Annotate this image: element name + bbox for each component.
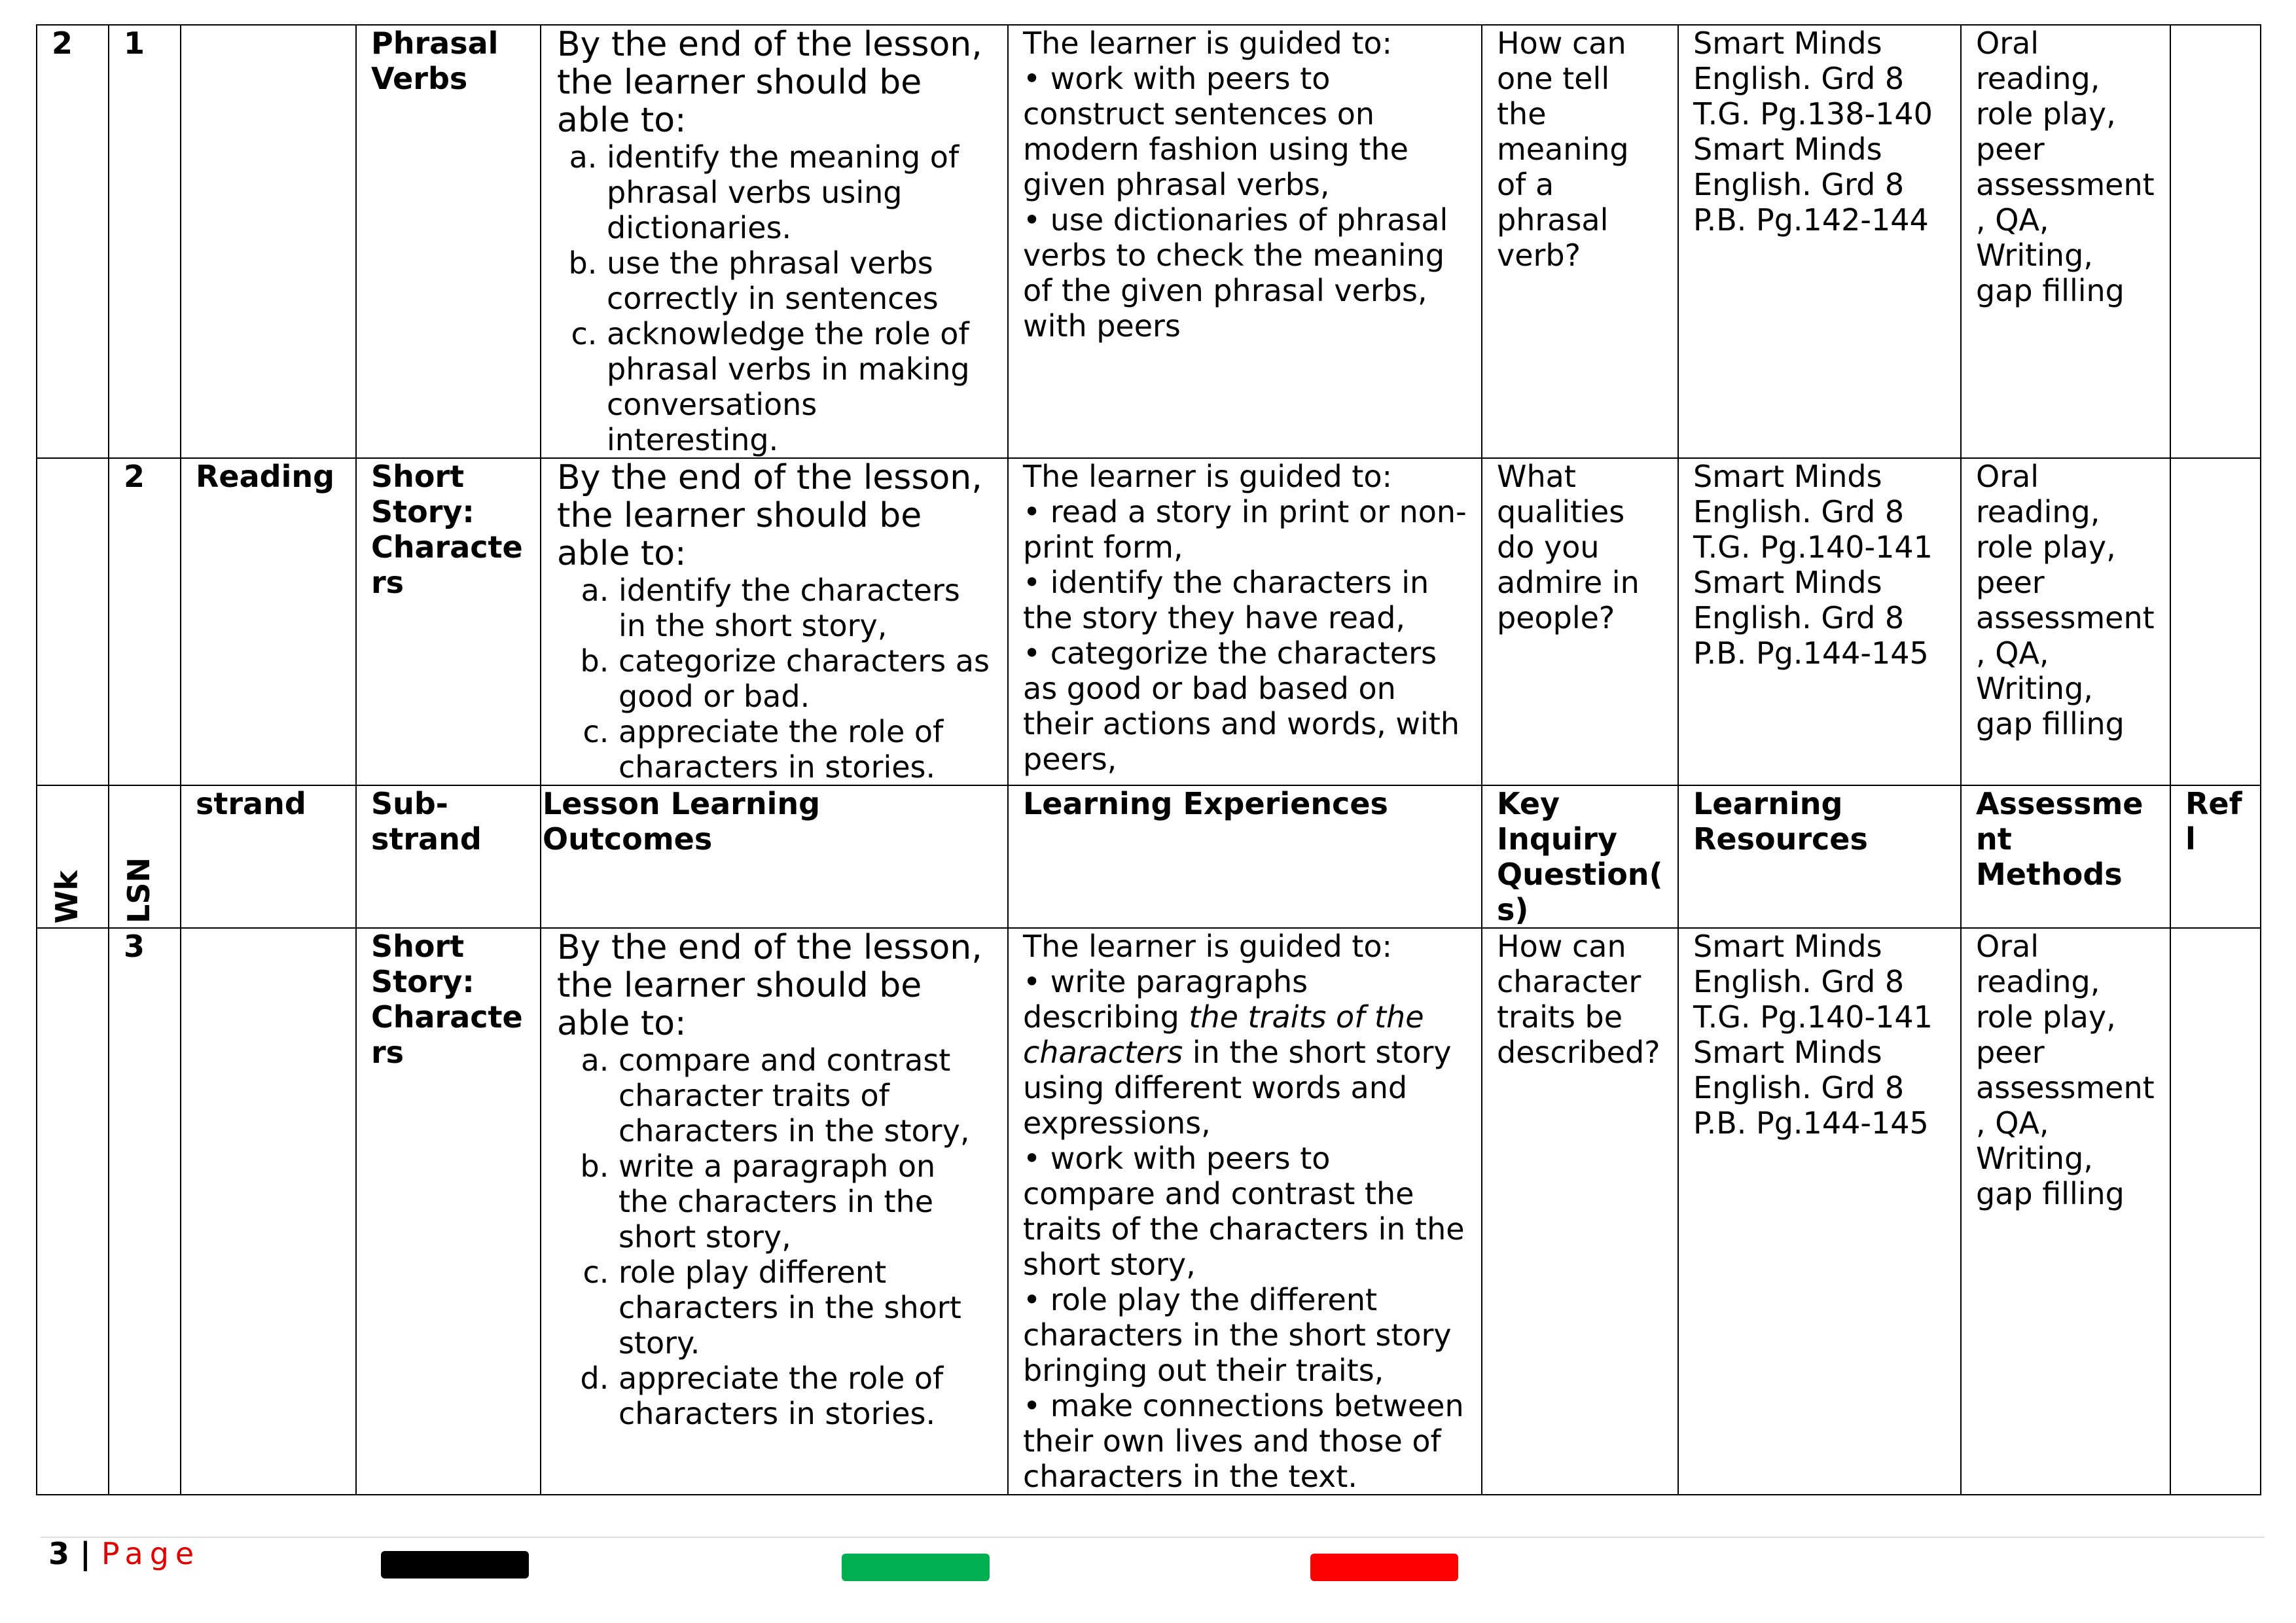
inquiry-question-cell: What qualities do you admire in people? <box>1482 458 1678 785</box>
table-header-row <box>37 785 2261 928</box>
list-item: • use dictionaries of phrasal verbs to check the meaning of the given phrasal verbs, with peers <box>1023 202 1467 344</box>
header-lesson-label: LSN <box>121 857 156 923</box>
lesson-cell: 2 <box>109 458 181 785</box>
list-item: • read a story in print or non-print form, <box>1023 494 1467 565</box>
experiences-cell <box>1008 928 1482 1495</box>
page-separator: | <box>69 1536 101 1571</box>
list-item-text: write paragraphs describing <box>1023 964 1308 1035</box>
list-item: a. compare and contrast character traits of characters in the story, <box>619 1043 992 1149</box>
assessment-cell: Oral reading, role play, peer assessment , QA, Writing, gap filling <box>1961 928 2170 1495</box>
header-reflection: Refl <box>2170 785 2261 928</box>
list-item: c. role play different characters in the short story. <box>619 1255 992 1361</box>
list-item: a. identify the characters in the short story, <box>619 573 992 643</box>
list-item: • role play the different characters in the short story bringing out their traits, <box>1023 1282 1467 1388</box>
list-item: • work with peers to compare and contrast the traits of the characters in the short story, <box>1023 1141 1467 1282</box>
reflection-cell <box>2170 25 2261 458</box>
table-row <box>37 25 2261 458</box>
outcomes-cell <box>541 458 1008 785</box>
list-item: a. identify the meaning of phrasal verbs using dictionaries. <box>607 139 992 245</box>
list-item-text: in the short story using different words and expressions, <box>1023 1035 1452 1141</box>
strand-cell: Reading <box>181 458 356 785</box>
week-cell <box>37 458 109 785</box>
resources-cell: Smart Minds English. Grd 8 T.G. Pg.140-141 Smart Minds English. Grd 8 P.B. Pg.144-145 <box>1678 458 1961 785</box>
outcomes-list <box>557 1043 992 1431</box>
table-row <box>37 458 2261 785</box>
table-row <box>37 928 2261 1495</box>
green-color-bar <box>842 1554 990 1581</box>
strand-cell <box>181 25 356 458</box>
outcomes-cell <box>541 25 1008 458</box>
experiences-lead: The learner is guided to: <box>1023 26 1393 61</box>
header-week <box>37 785 109 928</box>
list-item: b. categorize characters as good or bad. <box>619 643 992 714</box>
header-experiences: Learning Experiences <box>1008 785 1482 928</box>
scheme-of-work-table <box>36 24 2261 1495</box>
experiences-cell <box>1008 25 1482 458</box>
list-item: • identify the characters in the story they have read, <box>1023 565 1467 635</box>
header-week-label: Wk <box>49 870 84 923</box>
list-item-emphasis: the traits of the characters <box>1023 999 1424 1070</box>
assessment-cell: Oral reading, role play, peer assessment , QA, Writing, gap filling <box>1961 25 2170 458</box>
black-color-bar <box>381 1551 529 1578</box>
lesson-cell: 3 <box>109 928 181 1495</box>
page-footer <box>48 1535 200 1572</box>
outcomes-lead: By the end of the lesson, the learner should be able to: <box>557 928 982 1043</box>
list-item: c. appreciate the role of characters in stories. <box>619 714 992 785</box>
outcomes-cell <box>541 928 1008 1495</box>
list-item: b. write a paragraph on the characters in the short story, <box>619 1149 992 1255</box>
experiences-cell <box>1008 458 1482 785</box>
header-lesson <box>109 785 181 928</box>
week-cell: 2 <box>37 25 109 458</box>
resources-cell: Smart Minds English. Grd 8 T.G. Pg.138-140 Smart Minds English. Grd 8 P.B. Pg.142-144 <box>1678 25 1961 458</box>
header-inquiry-question: Key Inquiry Question(s) <box>1482 785 1678 928</box>
strand-cell <box>181 928 356 1495</box>
header-sub-strand: Sub-strand <box>356 785 541 928</box>
footer-divider <box>41 1537 2265 1538</box>
inquiry-question-cell: How can one tell the meaning of a phrasal verb? <box>1482 25 1678 458</box>
header-resources: Learning Resources <box>1678 785 1961 928</box>
header-strand: strand <box>181 785 356 928</box>
outcomes-list <box>557 573 992 785</box>
list-item: • categorize the characters as good or bad based on their actions and words, with peers, <box>1023 635 1467 777</box>
list-item: • work with peers to construct sentences on modern fashion using the given phrasal verbs, <box>1023 61 1467 202</box>
red-color-bar <box>1310 1554 1458 1581</box>
outcomes-list <box>557 139 992 457</box>
outcomes-lead: By the end of the lesson, the learner should be able to: <box>557 25 982 140</box>
lesson-cell: 1 <box>109 25 181 458</box>
sub-strand-cell: Short Story: Characters <box>356 458 541 785</box>
experiences-lead: The learner is guided to: <box>1023 459 1393 494</box>
resources-cell: Smart Minds English. Grd 8 T.G. Pg.140-141 Smart Minds English. Grd 8 P.B. Pg.144-145 <box>1678 928 1961 1495</box>
week-cell <box>37 928 109 1495</box>
sub-strand-cell: Short Story: Characters <box>356 928 541 1495</box>
sub-strand-cell: Phrasal Verbs <box>356 25 541 458</box>
list-item: b. use the phrasal verbs correctly in sentences <box>607 245 992 316</box>
list-item: c. acknowledge the role of phrasal verbs in making conversations interesting. <box>607 316 992 457</box>
list-item: • make connections between their own lives and those of characters in the text. <box>1023 1388 1467 1494</box>
header-outcomes: Lesson Learning Outcomes <box>541 785 1008 928</box>
reflection-cell <box>2170 458 2261 785</box>
list-item: d. appreciate the role of characters in stories. <box>619 1361 992 1431</box>
reflection-cell <box>2170 928 2261 1495</box>
inquiry-question-cell: How can character traits be described? <box>1482 928 1678 1495</box>
page-word: Page <box>101 1536 201 1571</box>
experiences-lead: The learner is guided to: <box>1023 929 1393 964</box>
page-number: 3 <box>48 1536 70 1571</box>
assessment-cell: Oral reading, role play, peer assessment , QA, Writing, gap filling <box>1961 458 2170 785</box>
list-item <box>1023 964 1467 1141</box>
outcomes-lead: By the end of the lesson, the learner should be able to: <box>557 458 982 573</box>
header-assessment: Assessment Methods <box>1961 785 2170 928</box>
